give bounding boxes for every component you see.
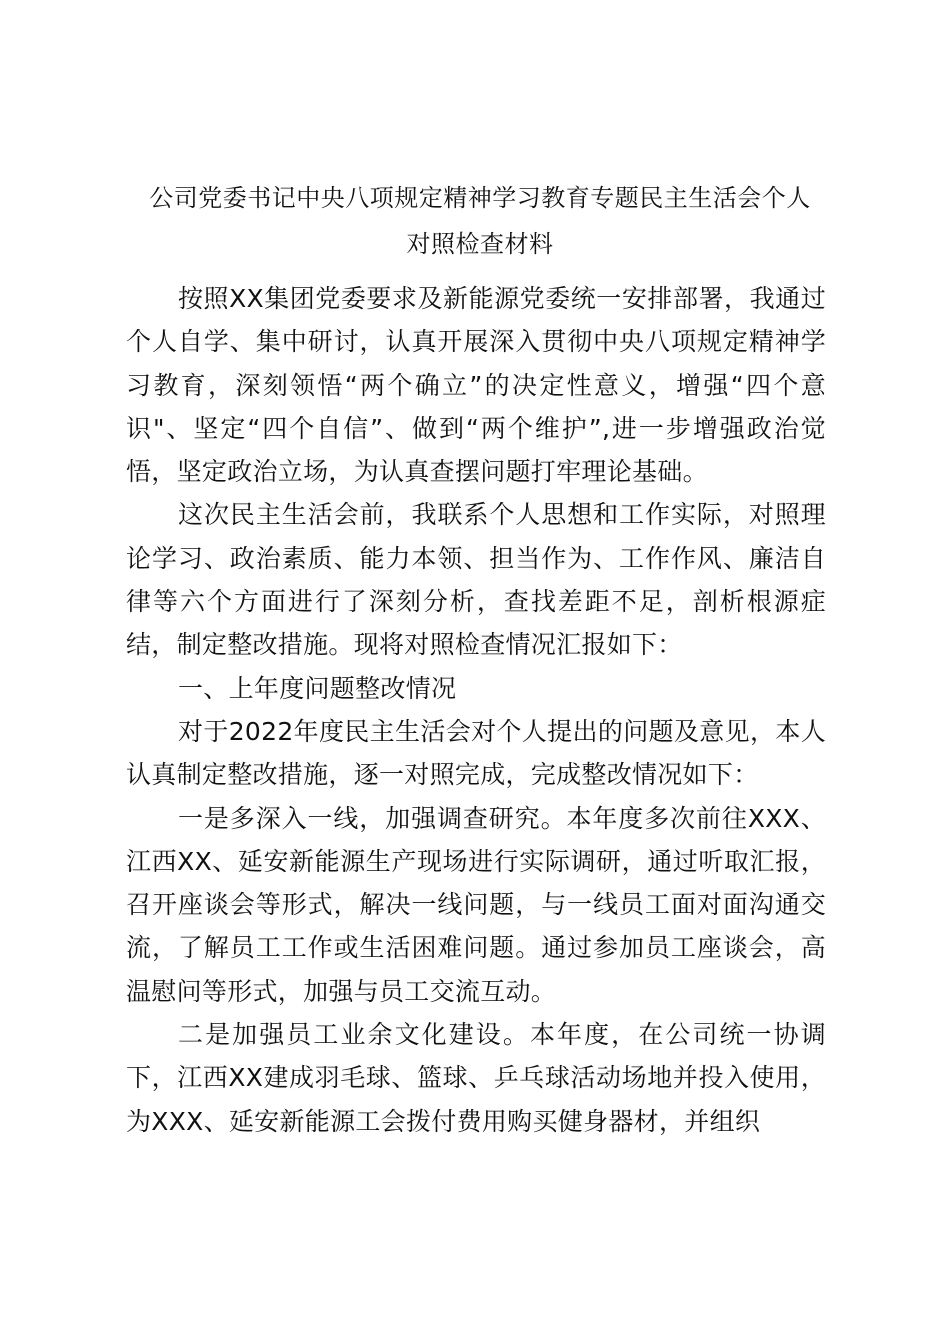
paragraph-rectification-summary: 对于2022年度民主生活会对个人提出的问题及意见，本人认真制定整改措施，逐一对照完成，完成整改情况如下： [126,716,826,790]
document-body [126,277,826,1143]
document-title [110,175,850,267]
section-heading-1: 一、上年度问题整改情况 [178,673,457,703]
paragraph-intro: 按照XX集团党委要求及新能源党委统一安排部署，我通过个人自学、集中研讨，认真开展深入贯彻中央八项规定精神学习教育，深刻领悟“两个确立”的决定性意义，增强“四个意识"、坚定“四个自信”、做到“两个维护”,进一步增强政治觉悟，坚定政治立场，为认真查摆问题打牢理论基础。 [126,284,826,487]
title-line-1: 公司党委书记中央八项规定精神学习教育专题民主生活会个人 [149,184,811,212]
paragraph-item-2: 二是加强员工业余文化建设。本年度，在公司统一协调下，江西XX建成羽毛球、篮球、乒乓球活动场地并投入使用，为XXX、延安新能源工会拨付费用购买健身器材，并组织 [126,1020,826,1136]
title-line-2: 对照检查材料 [406,230,554,258]
paragraph-preparation: 这次民主生活会前，我联系个人思想和工作实际，对照理论学习、政治素质、能力本领、担当作为、工作作风、廉洁自律等六个方面进行了深刻分析，查找差距不足，剖析根源症结，制定整改措施。现将对照检查情况汇报如下： [126,500,826,660]
paragraph-item-1: 一是多深入一线，加强调查研究。本年度多次前往XXX、江西XX、延安新能源生产现场进行实际调研，通过听取汇报，召开座谈会等形式，解决一线问题，与一线员工面对面沟通交流，了解员工工作或生活困难问题。通过参加员工座谈会，高温慰问等形式，加强与员工交流互动。 [126,803,826,1006]
